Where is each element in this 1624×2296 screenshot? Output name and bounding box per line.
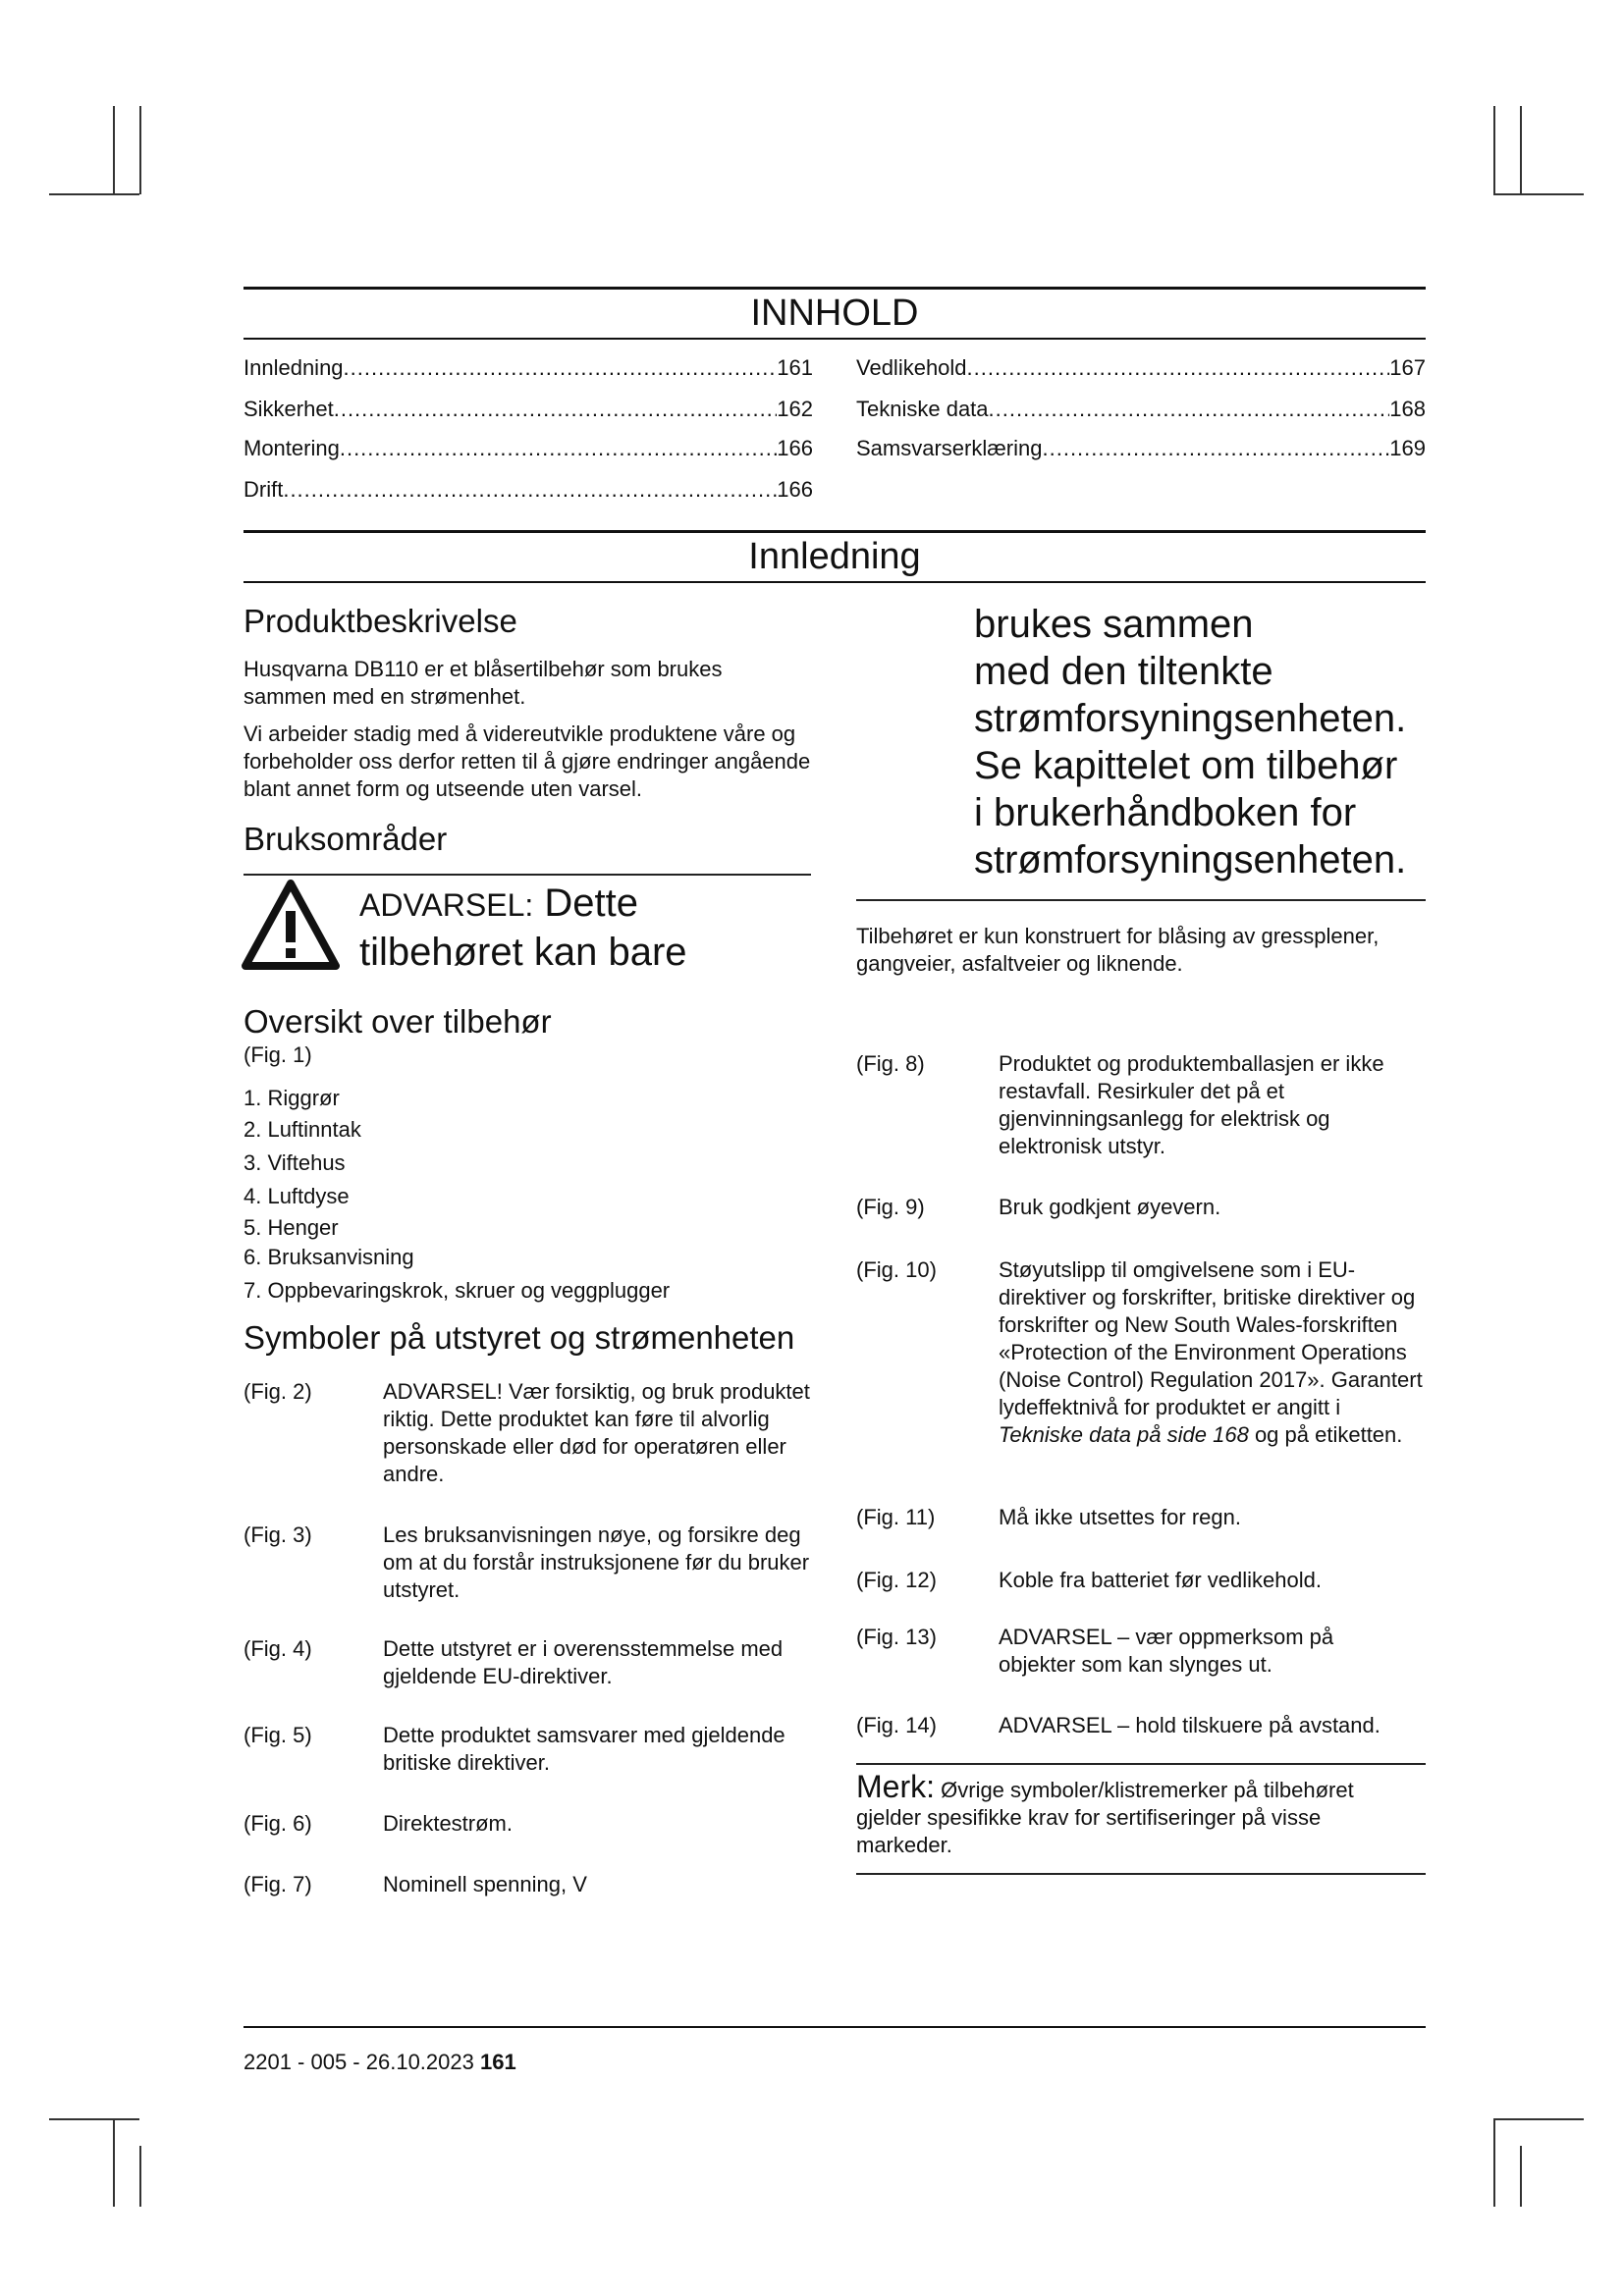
- symbol-row: [856, 1504, 1426, 1533]
- section-rule: [244, 530, 1426, 533]
- warning-line: brukes sammen: [974, 603, 1254, 646]
- warning-line: strømforsyningsenheten.: [974, 838, 1407, 881]
- toc-label: Tekniske data: [856, 397, 989, 421]
- fig-ref: (Fig. 7): [244, 1872, 312, 1896]
- list-item: 6. Bruksanvisning: [244, 1245, 414, 1269]
- toc-page: 161: [777, 355, 813, 380]
- toc-entry[interactable]: [244, 436, 813, 461]
- note-label: Merk:: [856, 1769, 935, 1804]
- fig-ref: (Fig. 4): [244, 1636, 312, 1661]
- symbol-row: [856, 1624, 1426, 1682]
- list-item: 4. Luftdyse: [244, 1184, 350, 1208]
- symbol-row: [856, 1712, 1426, 1741]
- footer: [244, 2050, 516, 2075]
- toc-label: Montering: [244, 436, 340, 460]
- warning-line: med den tiltenkte: [974, 650, 1273, 693]
- cross-reference-link[interactable]: Tekniske data på side 168: [999, 1422, 1249, 1447]
- toc-label: Drift: [244, 477, 284, 502]
- warning-continuation: [974, 601, 1406, 883]
- symbol-text: Les bruksanvisningen nøye, og forsikre deg om at du forstår instruksjonene før du bruker utstyret.: [383, 1522, 810, 1602]
- toc-entry[interactable]: [856, 397, 1426, 422]
- symbol-row: [244, 1378, 813, 1496]
- toc-label: Sikkerhet: [244, 397, 334, 421]
- toc-label: Innledning: [244, 355, 344, 380]
- symbol-text: Koble fra batteriet før vedlikehold.: [999, 1568, 1322, 1592]
- toc-title: INNHOLD: [750, 293, 919, 334]
- footer-rule: [244, 2026, 1426, 2028]
- fig-ref: (Fig. 13): [856, 1625, 937, 1649]
- symbol-row: [244, 1871, 813, 1900]
- symbol-text: Dette utstyret er i overensstemmelse med gjeldende EU-direktiver.: [383, 1636, 784, 1688]
- symbol-text: ADVARSEL! Vær forsiktig, og bruk produktet riktig. Dette produktet kan føre til alvorlig personskade eller død for operatøren eller andre.: [383, 1379, 810, 1486]
- toc-entry[interactable]: [244, 355, 813, 381]
- symbol-row: [856, 1567, 1426, 1596]
- toc-entry[interactable]: [244, 477, 813, 503]
- crop-mark: [49, 2118, 139, 2120]
- crop-mark: [1520, 106, 1522, 194]
- symbol-text: ADVARSEL – vær oppmerksom på objekter som kan slynges ut.: [999, 1625, 1334, 1677]
- toc-page: 168: [1389, 397, 1426, 421]
- fig-ref: (Fig. 12): [856, 1568, 937, 1592]
- fig-ref: (Fig. 14): [856, 1713, 937, 1737]
- symbol-row: [244, 1810, 813, 1840]
- list-item: 3. Viftehus: [244, 1150, 346, 1175]
- symbol-row: [244, 1722, 813, 1781]
- symbol-text: ADVARSEL – hold tilskuere på avstand.: [999, 1713, 1380, 1737]
- symbol-row: [856, 1194, 1426, 1223]
- warning-line: tilbehøret kan bare: [359, 931, 687, 974]
- note-rule: [856, 1763, 1426, 1765]
- note-block: [856, 1769, 1406, 1859]
- toc-entry[interactable]: [244, 397, 813, 422]
- overview-fig: (Fig. 1): [244, 1042, 312, 1067]
- crop-mark: [49, 193, 139, 195]
- fig-ref: (Fig. 9): [856, 1195, 925, 1219]
- crop-mark: [139, 106, 141, 194]
- toc-rule: [244, 338, 1426, 340]
- fig-ref: (Fig. 8): [856, 1051, 925, 1076]
- section-title: Innledning: [748, 536, 921, 577]
- product-paragraph: Vi arbeider stadig med å videreutvikle produktene våre og forbeholder oss derfor retten til å gjøre endringer angående blant annet form og utseende uten varsel.: [244, 721, 811, 801]
- warning-line: i brukerhåndboken for: [974, 791, 1357, 834]
- crop-mark: [113, 106, 115, 194]
- list-item: 2. Luftinntak: [244, 1117, 361, 1142]
- symbol-row: [856, 1050, 1426, 1168]
- fig-ref: (Fig. 6): [244, 1811, 312, 1836]
- toc-label: Vedlikehold: [856, 355, 967, 380]
- symbol-text: Bruk godkjent øyevern.: [999, 1195, 1221, 1219]
- toc-page: 169: [1389, 436, 1426, 460]
- warning-end-rule: [856, 899, 1426, 901]
- symbol-text-tail: og på etiketten.: [1248, 1422, 1403, 1447]
- symbol-text: Dette produktet samsvarer med gjeldende britiske direktiver.: [383, 1723, 785, 1775]
- section-rule: [244, 581, 1426, 583]
- toc-label: Samsvarserklæring: [856, 436, 1043, 460]
- fig-ref: (Fig. 5): [244, 1723, 312, 1747]
- toc-entry[interactable]: [856, 355, 1426, 381]
- warning-triangle-icon: [242, 880, 340, 970]
- symbol-text: [999, 1256, 1428, 1449]
- fig-ref: (Fig. 2): [244, 1379, 312, 1404]
- toc-page: 166: [777, 477, 813, 502]
- symbol-text: Må ikke utsettes for regn.: [999, 1505, 1241, 1529]
- warning-label: ADVARSEL:: [359, 887, 534, 923]
- product-heading: Produktbeskrivelse: [244, 603, 517, 639]
- symbol-text-body: Støyutslipp til omgivelsene som i EU-direktiver og forskrifter, britiske direktiver og forskrifter og New South Wales-forskriften «Protection of the Environment Operations (Noise Control) Regulation 2017». Garantert lydeffektnivå for produktet er angitt i: [999, 1257, 1423, 1419]
- list-item: 5. Henger: [244, 1215, 339, 1240]
- symbol-text: Nominell spenning, V: [383, 1872, 587, 1896]
- product-paragraph: Husqvarna DB110 er et blåsertilbehør som brukes sammen med en strømenhet.: [244, 657, 723, 709]
- toc-page: 166: [777, 436, 813, 460]
- list-item: 7. Oppbevaringskrok, skruer og veggplugger: [244, 1278, 671, 1303]
- warning-line: strømforsyningsenheten.: [974, 697, 1407, 740]
- crop-mark: [1493, 2118, 1584, 2120]
- usage-rule: [244, 874, 811, 876]
- fig-ref: (Fig. 10): [856, 1257, 937, 1282]
- crop-mark: [1493, 106, 1495, 194]
- crop-mark: [1493, 2118, 1495, 2207]
- toc-page: 167: [1389, 355, 1426, 380]
- crop-mark: [1520, 2146, 1522, 2207]
- symbol-row: [856, 1256, 1426, 1482]
- crop-mark: [113, 2118, 115, 2207]
- toc-page: 162: [777, 397, 813, 421]
- toc-entry[interactable]: [856, 436, 1426, 461]
- fig-ref: (Fig. 3): [244, 1522, 312, 1547]
- note-rule: [856, 1873, 1426, 1875]
- crop-mark: [139, 2146, 141, 2207]
- crop-mark: [1493, 193, 1584, 195]
- warning-text: [359, 880, 687, 976]
- note-text: Øvrige symboler/klistremerker på tilbehøret gjelder spesifikke krav for sertifiseringer på visse markeder.: [856, 1778, 1354, 1857]
- footer-doc-id: 2201 - 005 - 26.10.2023: [244, 2050, 474, 2074]
- warning-line: Se kapittelet om tilbehør: [974, 744, 1398, 787]
- symbol-row: [244, 1635, 813, 1694]
- list-item: 1. Riggrør: [244, 1086, 340, 1110]
- symbol-row: [244, 1522, 813, 1610]
- symbol-text: Produktet og produktemballasjen er ikke restavfall. Resirkuler det på et gjenvinningsanlegg for elektrisk og elektronisk utstyr.: [999, 1051, 1384, 1158]
- overview-heading: Oversikt over tilbehør: [244, 1003, 552, 1040]
- usage-note: Tilbehøret er kun konstruert for blåsing av gressplener, gangveier, asfaltveier og liknende.: [856, 924, 1380, 976]
- top-rule: [244, 287, 1426, 290]
- page-number: 161: [479, 2050, 516, 2074]
- symbols-heading: Symboler på utstyret og strømenheten: [244, 1319, 795, 1356]
- symbol-text: Direktestrøm.: [383, 1811, 513, 1836]
- usage-heading: Bruksområder: [244, 821, 448, 857]
- warning-line: Dette: [544, 881, 638, 925]
- fig-ref: (Fig. 11): [856, 1505, 936, 1529]
